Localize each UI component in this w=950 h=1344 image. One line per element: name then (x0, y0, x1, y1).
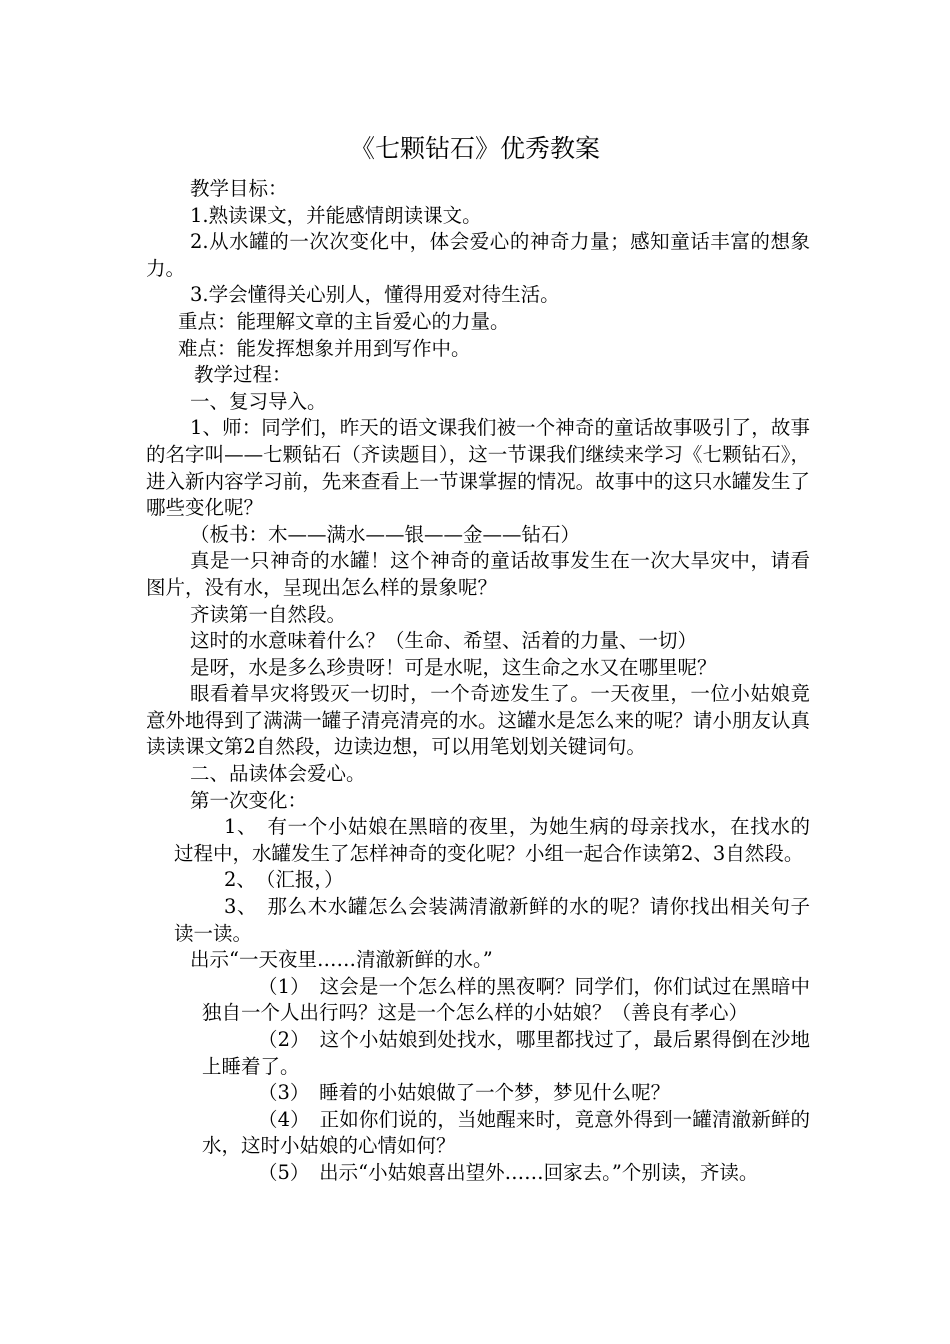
goal-item-2: 2.从水罐的一次次变化中，体会爱心的神奇力量；感知童话丰富的想象力。 (146, 230, 810, 280)
blackboard-note: （板书：木——满水——银——金——钻石） (190, 522, 581, 546)
section-heading-goals: 教学目标： (190, 177, 288, 200)
sub-list-item: （3） 睡着的小姑娘做了一个梦，梦见什么呢？ (258, 1081, 671, 1105)
body-paragraph: 真是一只神奇的水罐！这个神奇的童话故事发生在一次大旱灾中，请看图片，没有水，呈现出怎么样的景象呢？ (146, 549, 810, 599)
sub-list-item: （1） 这会是一个怎么样的黑夜啊？同学们，你们试过在黑暗中独自一个人出行吗？这是一个怎么样的小姑娘？（善良有孝心） (202, 974, 810, 1025)
sub-list-item: （4） 正如你们说的，当她醒来时，竟意外得到一罐清澈新鲜的水，这时小姑娘的心情如何？ (202, 1107, 810, 1158)
list-item: 3、 那么木水罐怎么会装满清澈新鲜的水的呢？请你找出相关句子读一读。 (174, 895, 810, 945)
key-point: 重点：能理解文章的主旨爱心的力量。 (178, 309, 510, 333)
document-body (146, 176, 810, 1187)
sub-list-item: （5） 出示“小姑娘喜出望外……回家去。”个别读，齐读。 (258, 1160, 759, 1184)
sub-list-item: （2） 这个小姑娘到处找水，哪里都找过了，最后累得倒在沙地上睡着了。 (202, 1028, 810, 1078)
section-heading-review: 一、复习导入。 (190, 389, 327, 413)
difficult-point: 难点：能发挥想象并用到写作中。 (178, 336, 471, 360)
list-item: 2、 （汇报，） (224, 868, 344, 892)
body-paragraph: 这时的水意味着什么？（生命、希望、活着的力量、一切） (190, 629, 698, 653)
document-title: 《七颗钻石》优秀教案 (349, 134, 600, 163)
section-heading-process: 教学过程： (194, 363, 292, 387)
body-paragraph: 是呀，水是多么珍贵呀！可是水呢，这生命之水又在哪里呢？ (190, 655, 717, 679)
body-paragraph: 1、师：同学们，昨天的语文课我们被一个神奇的童话故事吸引了，故事的名字叫——七颗钻石（齐读题目），这一节课我们继续来学习《七颗钻石》，进入新内容学习前，先来查看上一节课掌握的情况。故事中的这只水罐发生了哪些变化呢？ (146, 416, 810, 520)
body-paragraph: 齐读第一自然段。 (190, 602, 347, 626)
goal-item-3: 3.学会懂得关心别人，懂得用爱对待生活。 (190, 283, 560, 307)
body-paragraph: 出示“一天夜里……清澈新鲜的水。” (190, 948, 493, 972)
goal-item-1: 1.熟读课文，并能感情朗读课文。 (190, 203, 482, 227)
list-item: 1、 有一个小姑娘在黑暗的夜里，为她生病的母亲找水，在找水的过程中，水罐发生了怎样神奇的变化呢？小组一起合作读第2、3自然段。 (174, 815, 810, 865)
subsection-heading: 第一次变化： (190, 788, 308, 812)
body-paragraph: 眼看着旱灾将毁灭一切时，一个奇迹发生了。一天夜里，一位小姑娘竟意外地得到了满满一罐子清亮清亮的水。这罐水是怎么来的呢？请小朋友认真读读课文第2自然段，边读边想，可以用笔划划关键词句。 (146, 682, 810, 759)
section-heading-reading: 二、品读体会爱心。 (190, 762, 366, 786)
